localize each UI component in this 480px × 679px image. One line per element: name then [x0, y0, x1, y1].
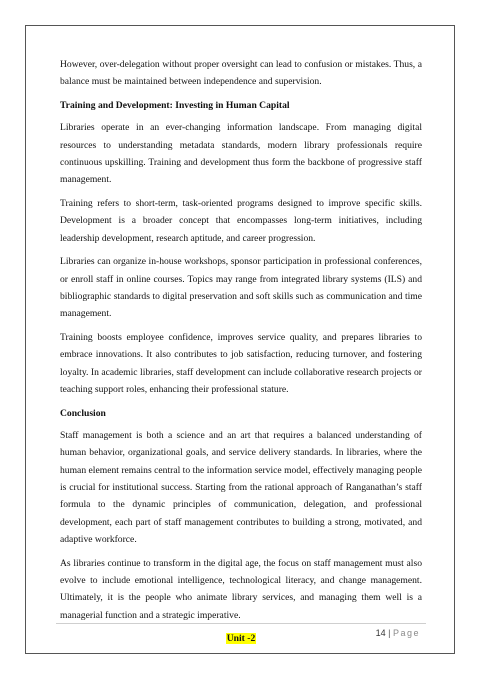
footer-separator: | — [388, 628, 391, 638]
paragraph-conclusion-1: Staff management is both a science and an art that requires a balanced understanding of human behavior, organizational goals, and service delivery standards. In libraries, where the human element remains central to the information service model, effectively managing people is crucial for institutional success. Starting from the rational approach of Ranganathan’s staff formula to the dynamic principles of communication, delegation, and professional development, each part of staff management contributes to building a strong, motivated, and adaptive workforce. — [60, 430, 422, 545]
paragraph-training-3: Libraries can organize in-house workshops, sponsor participation in professional conferences, or enroll staff in online courses. Topics may range from integrated library systems (ILS) and bibliographic standards to digital preservation and soft skills such as communication and time management. — [60, 256, 422, 320]
footer-divider — [56, 623, 426, 624]
page-footer — [376, 628, 420, 638]
paragraph-over-delegation: However, over-delegation without proper oversight can lead to confusion or mistakes. Thus, a balance must be maintained between independence and supervision. — [60, 59, 422, 88]
page-number: 14 — [375, 628, 386, 638]
heading-training-development: Training and Development: Investing in Human Capital — [60, 100, 290, 112]
unit-label: Unit -2 — [226, 633, 256, 645]
paragraph-training-1: Libraries operate in an ever-changing information landscape. From managing digital resources to understanding metadata standards, modern library professionals require continuous upskilling. Training and development thus form the backbone of progressive staff management. — [60, 122, 422, 186]
page-content — [60, 56, 422, 648]
paragraph-training-2: Training refers to short-term, task-oriented programs designed to improve specific skills. Development is a broader concept that encompasses long-term initiatives, including leadership development, research aptitude, and career progression. — [60, 198, 422, 244]
heading-conclusion: Conclusion — [60, 407, 106, 419]
paragraph-conclusion-2: As libraries continue to transform in the digital age, the focus on staff management must also evolve to include emotional intelligence, technological literacy, and change management. Ultimately, it is the people who animate library services, and managing them well is a managerial function and a strategic imperative. — [60, 557, 422, 621]
unit-label-wrap — [60, 630, 422, 647]
page-word: Page — [392, 628, 420, 638]
paragraph-training-4: Training boosts employee confidence, improves service quality, and prepares libraries to embrace innovations. It also contributes to job satisfaction, reducing turnover, and fostering loyalty. In academic libraries, staff development can include collaborative research projects or teaching support roles, enhancing their professional stature. — [60, 332, 422, 396]
